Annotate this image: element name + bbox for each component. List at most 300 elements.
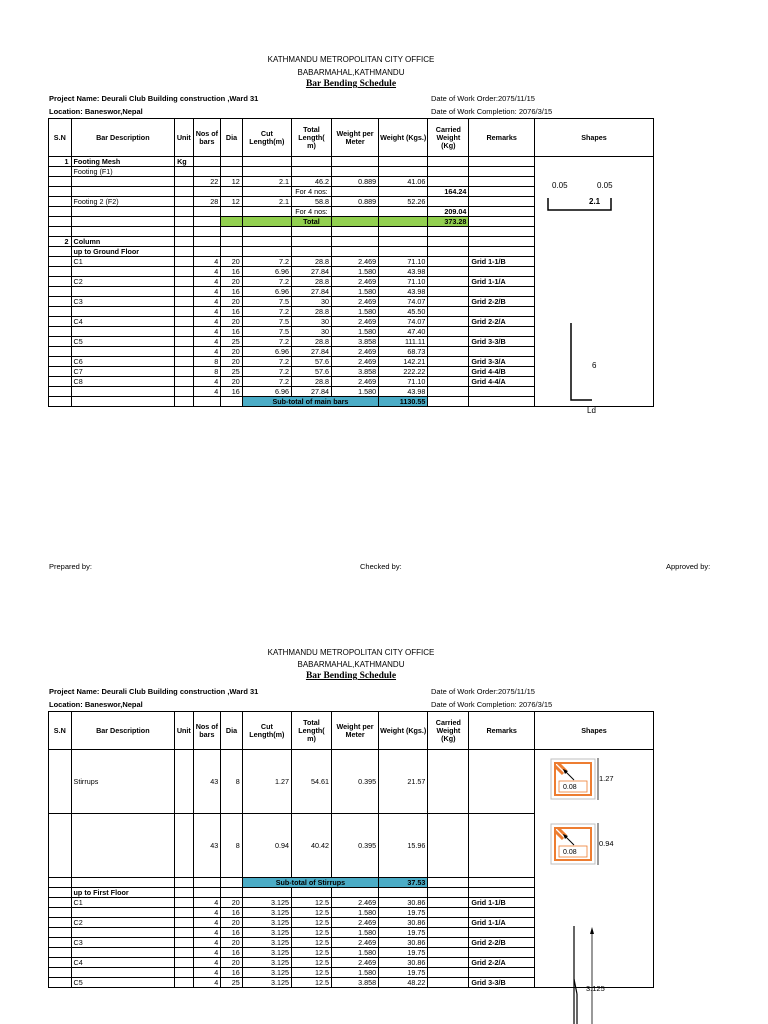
- table-cell: [175, 267, 193, 277]
- table-cell: 6.96: [242, 287, 291, 297]
- table-cell: 20: [221, 277, 243, 287]
- table-cell: 16: [221, 267, 243, 277]
- stirrup2-side-label: 0.94: [599, 839, 614, 848]
- table-cell: 4: [193, 287, 221, 297]
- table-cell: [49, 267, 72, 277]
- table-cell: [428, 377, 469, 387]
- table-cell: 20: [221, 317, 243, 327]
- table-cell: C8: [71, 377, 175, 387]
- table-cell: [428, 277, 469, 287]
- table-cell: 3.125: [242, 958, 291, 968]
- table-cell: [221, 187, 243, 197]
- table-cell: 2.469: [331, 297, 378, 307]
- table-cell: [469, 928, 535, 938]
- table-cell: 12: [221, 177, 243, 187]
- table-cell: 4: [193, 898, 221, 908]
- table-cell: Grid 1-1/B: [469, 898, 535, 908]
- table-cell: [71, 187, 175, 197]
- col-header: Dia: [221, 712, 243, 750]
- table-cell: 7.5: [242, 297, 291, 307]
- table-cell: [469, 157, 535, 167]
- table-cell: 40.42: [291, 814, 331, 878]
- table-cell: 30.86: [379, 938, 428, 948]
- table-cell: 46.2: [291, 177, 331, 187]
- table-cell: [175, 297, 193, 307]
- table-cell: [221, 207, 243, 217]
- table-cell: [49, 367, 72, 377]
- prepared-by: Prepared by:: [49, 562, 92, 571]
- table-cell: Grid 3-3/B: [469, 978, 535, 988]
- table-cell: [428, 978, 469, 988]
- table-cell: [49, 968, 72, 978]
- table-cell: 30.86: [379, 918, 428, 928]
- table-cell: [428, 878, 469, 888]
- table-cell: [175, 968, 193, 978]
- table-cell: [49, 327, 72, 337]
- col-header: Cut Length(m): [242, 119, 291, 157]
- table-cell: 7.2: [242, 307, 291, 317]
- column-lap-shape: [560, 924, 630, 1024]
- table-cell: [49, 958, 72, 968]
- table-cell: 4: [193, 337, 221, 347]
- table-cell: [175, 227, 193, 237]
- table-cell: 7.2: [242, 367, 291, 377]
- table-cell: [49, 337, 72, 347]
- table-cell: [469, 237, 535, 247]
- table-cell: [49, 908, 72, 918]
- table-cell: 16: [221, 968, 243, 978]
- table-cell: 16: [221, 287, 243, 297]
- table-cell: [49, 750, 72, 814]
- table-cell: [379, 227, 428, 237]
- col-header: Weight per Meter: [331, 119, 378, 157]
- table-cell: 28.8: [291, 337, 331, 347]
- table-cell: [242, 888, 291, 898]
- table-cell: 0.889: [331, 197, 378, 207]
- table-cell: [469, 167, 535, 177]
- table-cell: 12.5: [291, 948, 331, 958]
- table-cell: Grid 1-1/A: [469, 918, 535, 928]
- table-cell: 8: [193, 357, 221, 367]
- table-cell: 1.580: [331, 908, 378, 918]
- table-cell: 7.2: [242, 277, 291, 287]
- table-cell: [49, 197, 72, 207]
- table-cell: [428, 908, 469, 918]
- table-cell: [193, 237, 221, 247]
- table-cell: 28.8: [291, 277, 331, 287]
- table-cell: [175, 187, 193, 197]
- col-header: Remarks: [469, 712, 535, 750]
- table-cell: [49, 938, 72, 948]
- table-cell: Total: [291, 217, 331, 227]
- table-cell: 16: [221, 908, 243, 918]
- col-header: Shapes: [534, 712, 653, 750]
- table-cell: [291, 888, 331, 898]
- table-cell: [175, 287, 193, 297]
- table-cell: Sub-total of Stirrups: [242, 878, 378, 888]
- table-cell: Grid 3-3/B: [469, 337, 535, 347]
- table-cell: 1130.55: [379, 397, 428, 407]
- office-name: KATHMANDU METROPOLITAN CITY OFFICE: [267, 55, 435, 64]
- table-cell: [49, 287, 72, 297]
- table-cell: [193, 187, 221, 197]
- table-cell: Sub-total of main bars: [242, 397, 378, 407]
- col-header: Cut Length(m): [242, 712, 291, 750]
- table-cell: [71, 307, 175, 317]
- column-bar-shape: [555, 318, 635, 418]
- table-cell: [469, 187, 535, 197]
- table-cell: 22: [193, 177, 221, 187]
- table-cell: [428, 968, 469, 978]
- table-cell: [469, 948, 535, 958]
- table-cell: 2.469: [331, 357, 378, 367]
- table-cell: C1: [71, 257, 175, 267]
- table-cell: 43: [193, 750, 221, 814]
- table-cell: 4: [193, 938, 221, 948]
- office-address: BABARMAHAL,KATHMANDU: [297, 68, 405, 77]
- table-cell: [71, 217, 175, 227]
- table-cell: [469, 347, 535, 357]
- table-cell: 21.57: [379, 750, 428, 814]
- table-cell: 12.5: [291, 928, 331, 938]
- table-cell: [428, 317, 469, 327]
- table-cell: 27.84: [291, 387, 331, 397]
- table-cell: 2.469: [331, 898, 378, 908]
- table-cell: 12.5: [291, 898, 331, 908]
- table-cell: [428, 367, 469, 377]
- table-cell: 16: [221, 928, 243, 938]
- col-header: Carried Weight (Kg): [428, 119, 469, 157]
- table-cell: 2.469: [331, 918, 378, 928]
- work-order-date: Date of Work Order:2075/11/15: [431, 94, 535, 103]
- table-cell: [242, 187, 291, 197]
- project-name: Project Name: Deurali Club Building construction ,Ward 31: [49, 94, 259, 103]
- table-cell: [175, 918, 193, 928]
- table-cell: 111.11: [379, 337, 428, 347]
- table-cell: [49, 307, 72, 317]
- table-cell: C6: [71, 357, 175, 367]
- table-cell: [428, 297, 469, 307]
- table-cell: 30.86: [379, 958, 428, 968]
- table-cell: [49, 187, 72, 197]
- table-cell: 164.24: [428, 187, 469, 197]
- table-cell: C5: [71, 337, 175, 347]
- table-cell: [291, 167, 331, 177]
- table-cell: [175, 938, 193, 948]
- col-header: Unit: [175, 119, 193, 157]
- table-cell: [49, 387, 72, 397]
- table-cell: [49, 227, 72, 237]
- table-cell: [71, 928, 175, 938]
- table-cell: [49, 814, 72, 878]
- table-cell: 4: [193, 377, 221, 387]
- table-cell: [379, 217, 428, 227]
- col-header: S.N: [49, 712, 72, 750]
- table-cell: [469, 307, 535, 317]
- work-completion-date: Date of Work Completion: 2076/3/15: [431, 700, 553, 709]
- table-cell: 20: [221, 357, 243, 367]
- table-cell: [331, 237, 378, 247]
- table-cell: 25: [221, 978, 243, 988]
- table-cell: [175, 978, 193, 988]
- table-cell: 2.1: [242, 177, 291, 187]
- table-cell: 20: [221, 257, 243, 267]
- table-cell: 1.580: [331, 387, 378, 397]
- table-cell: [71, 227, 175, 237]
- table-cell: 2.469: [331, 958, 378, 968]
- table-cell: 71.10: [379, 257, 428, 267]
- table-cell: [71, 327, 175, 337]
- table-cell: 19.75: [379, 908, 428, 918]
- table-cell: 52.26: [379, 197, 428, 207]
- table-cell: 12.5: [291, 958, 331, 968]
- table-cell: Grid 1-1/A: [469, 277, 535, 287]
- table-cell: [175, 207, 193, 217]
- table-cell: 4: [193, 948, 221, 958]
- table-cell: 0.889: [331, 177, 378, 187]
- table-cell: 8: [221, 814, 243, 878]
- table-cell: [469, 287, 535, 297]
- table-cell: [428, 387, 469, 397]
- table-cell: 1.580: [331, 307, 378, 317]
- col-header: Bar Description: [71, 119, 175, 157]
- table-cell: 12.5: [291, 968, 331, 978]
- table-cell: [428, 197, 469, 207]
- table-cell: [175, 357, 193, 367]
- table-cell: [428, 898, 469, 908]
- table-cell: 2: [49, 237, 72, 247]
- table-cell: C2: [71, 918, 175, 928]
- table-cell: [379, 187, 428, 197]
- table-cell: [428, 357, 469, 367]
- table-cell: 209.04: [428, 207, 469, 217]
- table-row: [49, 157, 654, 167]
- table-cell: [175, 397, 193, 407]
- table-cell: [469, 750, 535, 814]
- table-cell: [49, 177, 72, 187]
- table-cell: [175, 327, 193, 337]
- table-cell: [291, 237, 331, 247]
- stirrup1-side-label: 1.27: [599, 774, 614, 783]
- table-cell: 20: [221, 297, 243, 307]
- table-cell: 1.580: [331, 287, 378, 297]
- table-cell: 20: [221, 918, 243, 928]
- table-cell: 4: [193, 968, 221, 978]
- table-cell: [379, 237, 428, 247]
- mesh-right-label: 0.05: [597, 181, 613, 190]
- table-cell: [428, 918, 469, 928]
- table-cell: [175, 377, 193, 387]
- table-cell: [175, 367, 193, 377]
- col-header: Nos of bars: [193, 119, 221, 157]
- table-cell: 19.75: [379, 968, 428, 978]
- table-cell: [49, 317, 72, 327]
- table-cell: [175, 257, 193, 267]
- table-cell: [175, 177, 193, 187]
- table-cell: 4: [193, 297, 221, 307]
- table-cell: 1.580: [331, 327, 378, 337]
- table-cell: [193, 157, 221, 167]
- table-cell: 2.469: [331, 257, 378, 267]
- table-cell: [175, 277, 193, 287]
- table-cell: 3.125: [242, 938, 291, 948]
- table-cell: 12.5: [291, 938, 331, 948]
- table-cell: [71, 267, 175, 277]
- table-cell: [193, 207, 221, 217]
- col-header: Bar Description: [71, 712, 175, 750]
- table-cell: 6.96: [242, 347, 291, 357]
- table-cell: 3.125: [242, 928, 291, 938]
- stirrup-shape-2: [548, 821, 638, 871]
- location: Location: Baneswor,Nepal: [49, 107, 143, 116]
- table-cell: [175, 928, 193, 938]
- table-cell: [175, 908, 193, 918]
- stirrup-shape-1: [548, 756, 638, 806]
- table-cell: Stirrups: [71, 750, 175, 814]
- table-cell: [469, 177, 535, 187]
- table-cell: 1.580: [331, 928, 378, 938]
- table-cell: 8: [221, 750, 243, 814]
- table-cell: 12.5: [291, 908, 331, 918]
- table-cell: [428, 337, 469, 347]
- table-cell: [193, 397, 221, 407]
- table-cell: 3.858: [331, 367, 378, 377]
- table-cell: [428, 177, 469, 187]
- table-cell: [175, 317, 193, 327]
- table-cell: 28.8: [291, 307, 331, 317]
- table-cell: Grid 4-4/A: [469, 377, 535, 387]
- table-cell: C3: [71, 938, 175, 948]
- table-cell: 7.2: [242, 337, 291, 347]
- table-cell: 1.580: [331, 968, 378, 978]
- table-cell: 54.61: [291, 750, 331, 814]
- table-cell: [193, 167, 221, 177]
- table-cell: 16: [221, 327, 243, 337]
- col-header: Total Length( m): [291, 119, 331, 157]
- table-cell: 8: [193, 367, 221, 377]
- table-cell: [379, 207, 428, 217]
- table-cell: 6.96: [242, 387, 291, 397]
- table-cell: [175, 888, 193, 898]
- table-cell: [71, 968, 175, 978]
- table-cell: [428, 327, 469, 337]
- col-header: Nos of bars: [193, 712, 221, 750]
- table-cell: [71, 948, 175, 958]
- table-cell: C5: [71, 978, 175, 988]
- table-cell: 27.84: [291, 347, 331, 357]
- table-cell: [428, 750, 469, 814]
- table-cell: 4: [193, 277, 221, 287]
- table-cell: [428, 267, 469, 277]
- table-cell: [242, 207, 291, 217]
- table-cell: [428, 257, 469, 267]
- table-cell: [49, 918, 72, 928]
- table-cell: 3.858: [331, 978, 378, 988]
- col-header: Unit: [175, 712, 193, 750]
- table-cell: 3.125: [242, 948, 291, 958]
- table-cell: 28.8: [291, 377, 331, 387]
- table-cell: 30: [291, 297, 331, 307]
- table-cell: [469, 217, 535, 227]
- table-cell: 3.125: [242, 918, 291, 928]
- table-cell: [175, 247, 193, 257]
- table-cell: C7: [71, 367, 175, 377]
- col-header: Dia: [221, 119, 243, 157]
- table-cell: [49, 928, 72, 938]
- table-cell: 4: [193, 928, 221, 938]
- table-cell: 2.469: [331, 938, 378, 948]
- table-cell: [175, 307, 193, 317]
- header-row: [49, 119, 654, 157]
- table-cell: [193, 878, 221, 888]
- table-cell: 1.580: [331, 948, 378, 958]
- table-cell: 7.2: [242, 257, 291, 267]
- table-cell: C4: [71, 958, 175, 968]
- table-cell: [469, 247, 535, 257]
- mesh-length-label: 2.1: [589, 197, 601, 206]
- table-cell: 1: [49, 157, 72, 167]
- table-cell: 58.8: [291, 197, 331, 207]
- table-cell: [49, 948, 72, 958]
- table-cell: 27.84: [291, 267, 331, 277]
- table-cell: 222.22: [379, 367, 428, 377]
- table-cell: [49, 357, 72, 367]
- table-cell: [331, 217, 378, 227]
- table-cell: 20: [221, 938, 243, 948]
- table-cell: Grid 1-1/B: [469, 257, 535, 267]
- table-cell: [428, 347, 469, 357]
- table-cell: 4: [193, 347, 221, 357]
- table-cell: [379, 247, 428, 257]
- office-name: KATHMANDU METROPOLITAN CITY OFFICE: [267, 648, 435, 657]
- table-cell: [193, 888, 221, 898]
- office-address: BABARMAHAL,KATHMANDU: [297, 660, 405, 669]
- col-header: Weight (Kgs.): [379, 119, 428, 157]
- column-height-label-2: 3.125: [586, 984, 605, 993]
- table-cell: [428, 958, 469, 968]
- table-cell: up to Ground Floor: [71, 247, 175, 257]
- table-cell: 6.96: [242, 267, 291, 277]
- table-cell: [49, 297, 72, 307]
- table-cell: [71, 878, 175, 888]
- table-cell: [49, 888, 72, 898]
- checked-by: Checked by:: [360, 562, 402, 571]
- table-cell: 25: [221, 337, 243, 347]
- table-cell: [175, 197, 193, 207]
- table-cell: 57.6: [291, 367, 331, 377]
- table-cell: [469, 267, 535, 277]
- table-cell: 0.94: [242, 814, 291, 878]
- table-cell: [175, 387, 193, 397]
- table-cell: [242, 247, 291, 257]
- table-cell: [331, 157, 378, 167]
- table-cell: 57.6: [291, 357, 331, 367]
- header-row: [49, 712, 654, 750]
- sheet-2: [0, 594, 768, 1024]
- table-cell: Grid 2-2/B: [469, 938, 535, 948]
- table-cell: [428, 397, 469, 407]
- table-cell: [428, 247, 469, 257]
- table-cell: [175, 878, 193, 888]
- table-cell: [193, 227, 221, 237]
- table-cell: [428, 928, 469, 938]
- table-cell: 37.53: [379, 878, 428, 888]
- table-cell: 16: [221, 307, 243, 317]
- table-cell: [221, 157, 243, 167]
- table-cell: [175, 958, 193, 968]
- table-cell: 16: [221, 948, 243, 958]
- table-cell: 2.1: [242, 197, 291, 207]
